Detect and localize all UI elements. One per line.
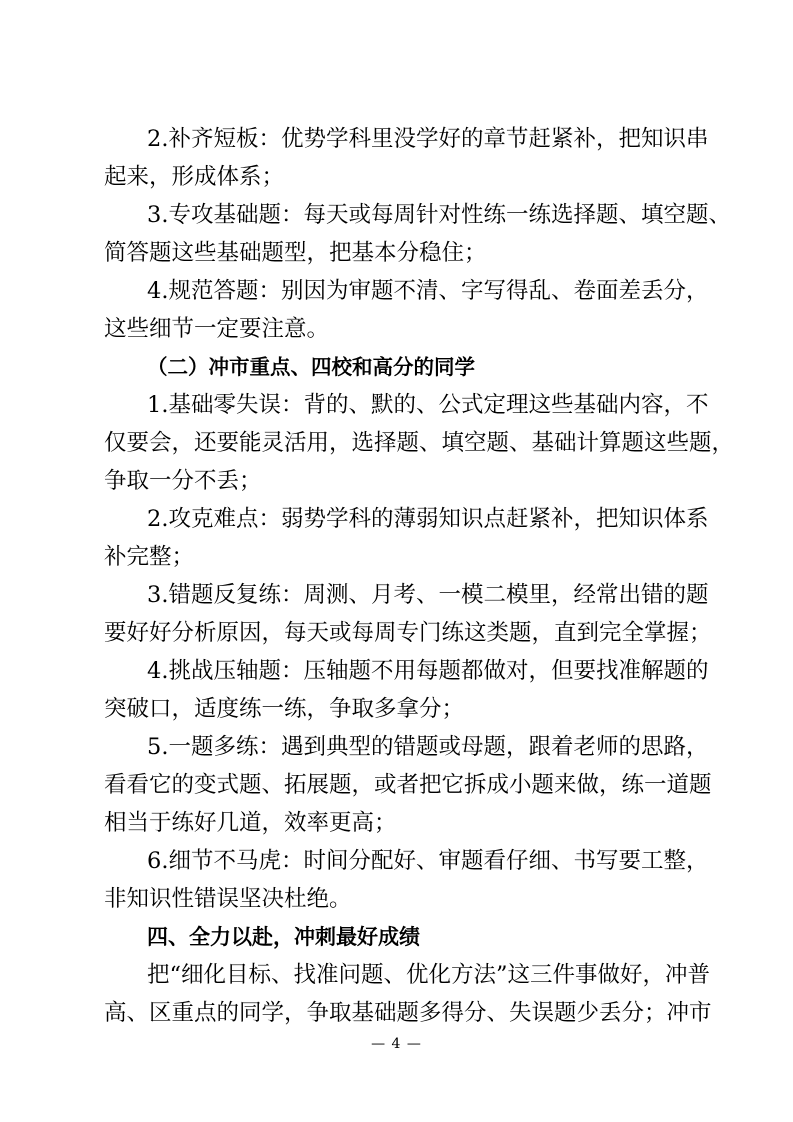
paragraph-line: 仅要会，还要能灵活用，选择题、填空题、基础计算题这些题，: [104, 430, 735, 456]
paragraph-line: 3.专攻基础题：每天或每周针对性练一练选择题、填空题、: [147, 202, 731, 228]
paragraph-line: 补完整；: [104, 544, 195, 570]
paragraph-line: 4.规范答题：别因为审题不清、字写得乱、卷面差丢分，: [147, 278, 709, 304]
section-subheading: （二）冲市重点、四校和高分的同学: [147, 355, 475, 379]
paragraph-line: 简答题这些基础题型，把基本分稳住；: [104, 240, 487, 266]
paragraph-line: 这些细节一定要注意。: [104, 316, 330, 342]
paragraph-line: 3.错题反复练：周测、月考、一模二模里，经常出错的题: [147, 582, 709, 608]
paragraph-line: 高、区重点的同学，争取基础题多得分、失误题少丢分；冲市: [104, 1000, 712, 1026]
paragraph-line: 把“细化目标、找准问题、优化方法”这三件事做好，冲普: [147, 962, 711, 988]
paragraph-line: 5.一题多练：遇到典型的错题或母题，跟着老师的思路，: [147, 734, 709, 760]
paragraph-line: 1.基础零失误：背的、默的、公式定理这些基础内容，不: [147, 392, 709, 418]
paragraph-line: 2.补齐短板：优势学科里没学好的章节赶紧补，把知识串: [147, 126, 709, 152]
paragraph-line: 突破口，适度练一练，争取多拿分；: [104, 696, 465, 722]
paragraph-line: 非知识性错误坚决杜绝。: [104, 886, 352, 912]
section-heading: 四、全力以赴，冲刺最好成绩: [147, 925, 420, 949]
paragraph-line: 争取一分不丢；: [104, 468, 262, 494]
paragraph-line: 看看它的变式题、拓展题，或者把它拆成小题来做，练一道题: [104, 772, 712, 798]
paragraph-line: 4.挑战压轴题：压轴题不用每题都做对，但要找准解题的: [147, 658, 709, 684]
paragraph-line: 要好好分析原因，每天或每周专门练这类题，直到完全掌握；: [104, 620, 712, 646]
paragraph-line: 2.攻克难点：弱势学科的薄弱知识点赶紧补，把知识体系: [147, 506, 709, 532]
page-number: — 4 —: [371, 1036, 422, 1052]
paragraph-line: 相当于练好几道，效率更高；: [104, 810, 397, 836]
paragraph-line: 6.细节不马虎：时间分配好、审题看仔细、书写要工整，: [147, 848, 709, 874]
paragraph-line: 起来，形成体系；: [104, 164, 285, 190]
